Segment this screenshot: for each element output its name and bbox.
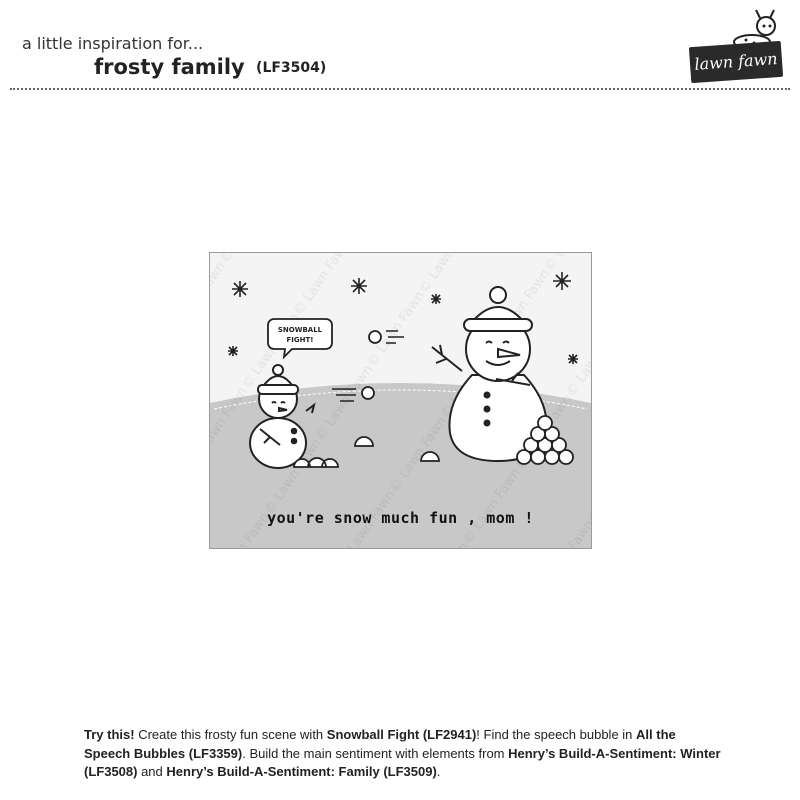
- snowflake-icon: [351, 278, 367, 294]
- product-link-4: Henry’s Build-A-Sentiment: Family (LF3509): [166, 764, 437, 780]
- product-link-1: Snowball Fight (LF2941): [326, 727, 477, 742]
- title-text: frosty family: [94, 55, 245, 79]
- product-link-2: All the Speech Bubbles (LF3359): [84, 727, 676, 761]
- snowflake-icon: [228, 346, 238, 356]
- footer-description: [84, 726, 724, 782]
- card-illustration: [209, 252, 592, 549]
- snowflake-icon: [568, 354, 578, 364]
- lawn-fawn-logo: [684, 6, 788, 82]
- footer-text-4: and: [137, 764, 167, 780]
- bubble-line-1: SNOWBALL: [277, 326, 323, 334]
- sentiment-text: you're snow much fun , mom !: [267, 509, 534, 527]
- product-link-3: Henry’s Build-A-Sentiment: Winter (LF3508): [84, 745, 721, 780]
- page-title: [94, 55, 326, 79]
- footer-text-5: .: [436, 764, 441, 780]
- snowflake-icon: [232, 281, 248, 297]
- snow-pile: [294, 458, 338, 467]
- try-label: Try this!: [84, 727, 135, 742]
- footer-text-2: ! Find the speech bubble in: [476, 727, 637, 742]
- bubble-line-2: FIGHT!: [286, 336, 314, 344]
- logo-tag: lawn fawn: [689, 41, 783, 83]
- header-intro: a little inspiration for...: [22, 34, 204, 53]
- product-code: (LF3504): [256, 60, 327, 76]
- dotted-divider: [10, 88, 790, 90]
- footer-text-3: . Build the main sentiment with elements from: [242, 745, 509, 761]
- footer-text-1: Create this frosty fun scene with: [134, 727, 327, 742]
- snowflake-icon: [431, 294, 441, 304]
